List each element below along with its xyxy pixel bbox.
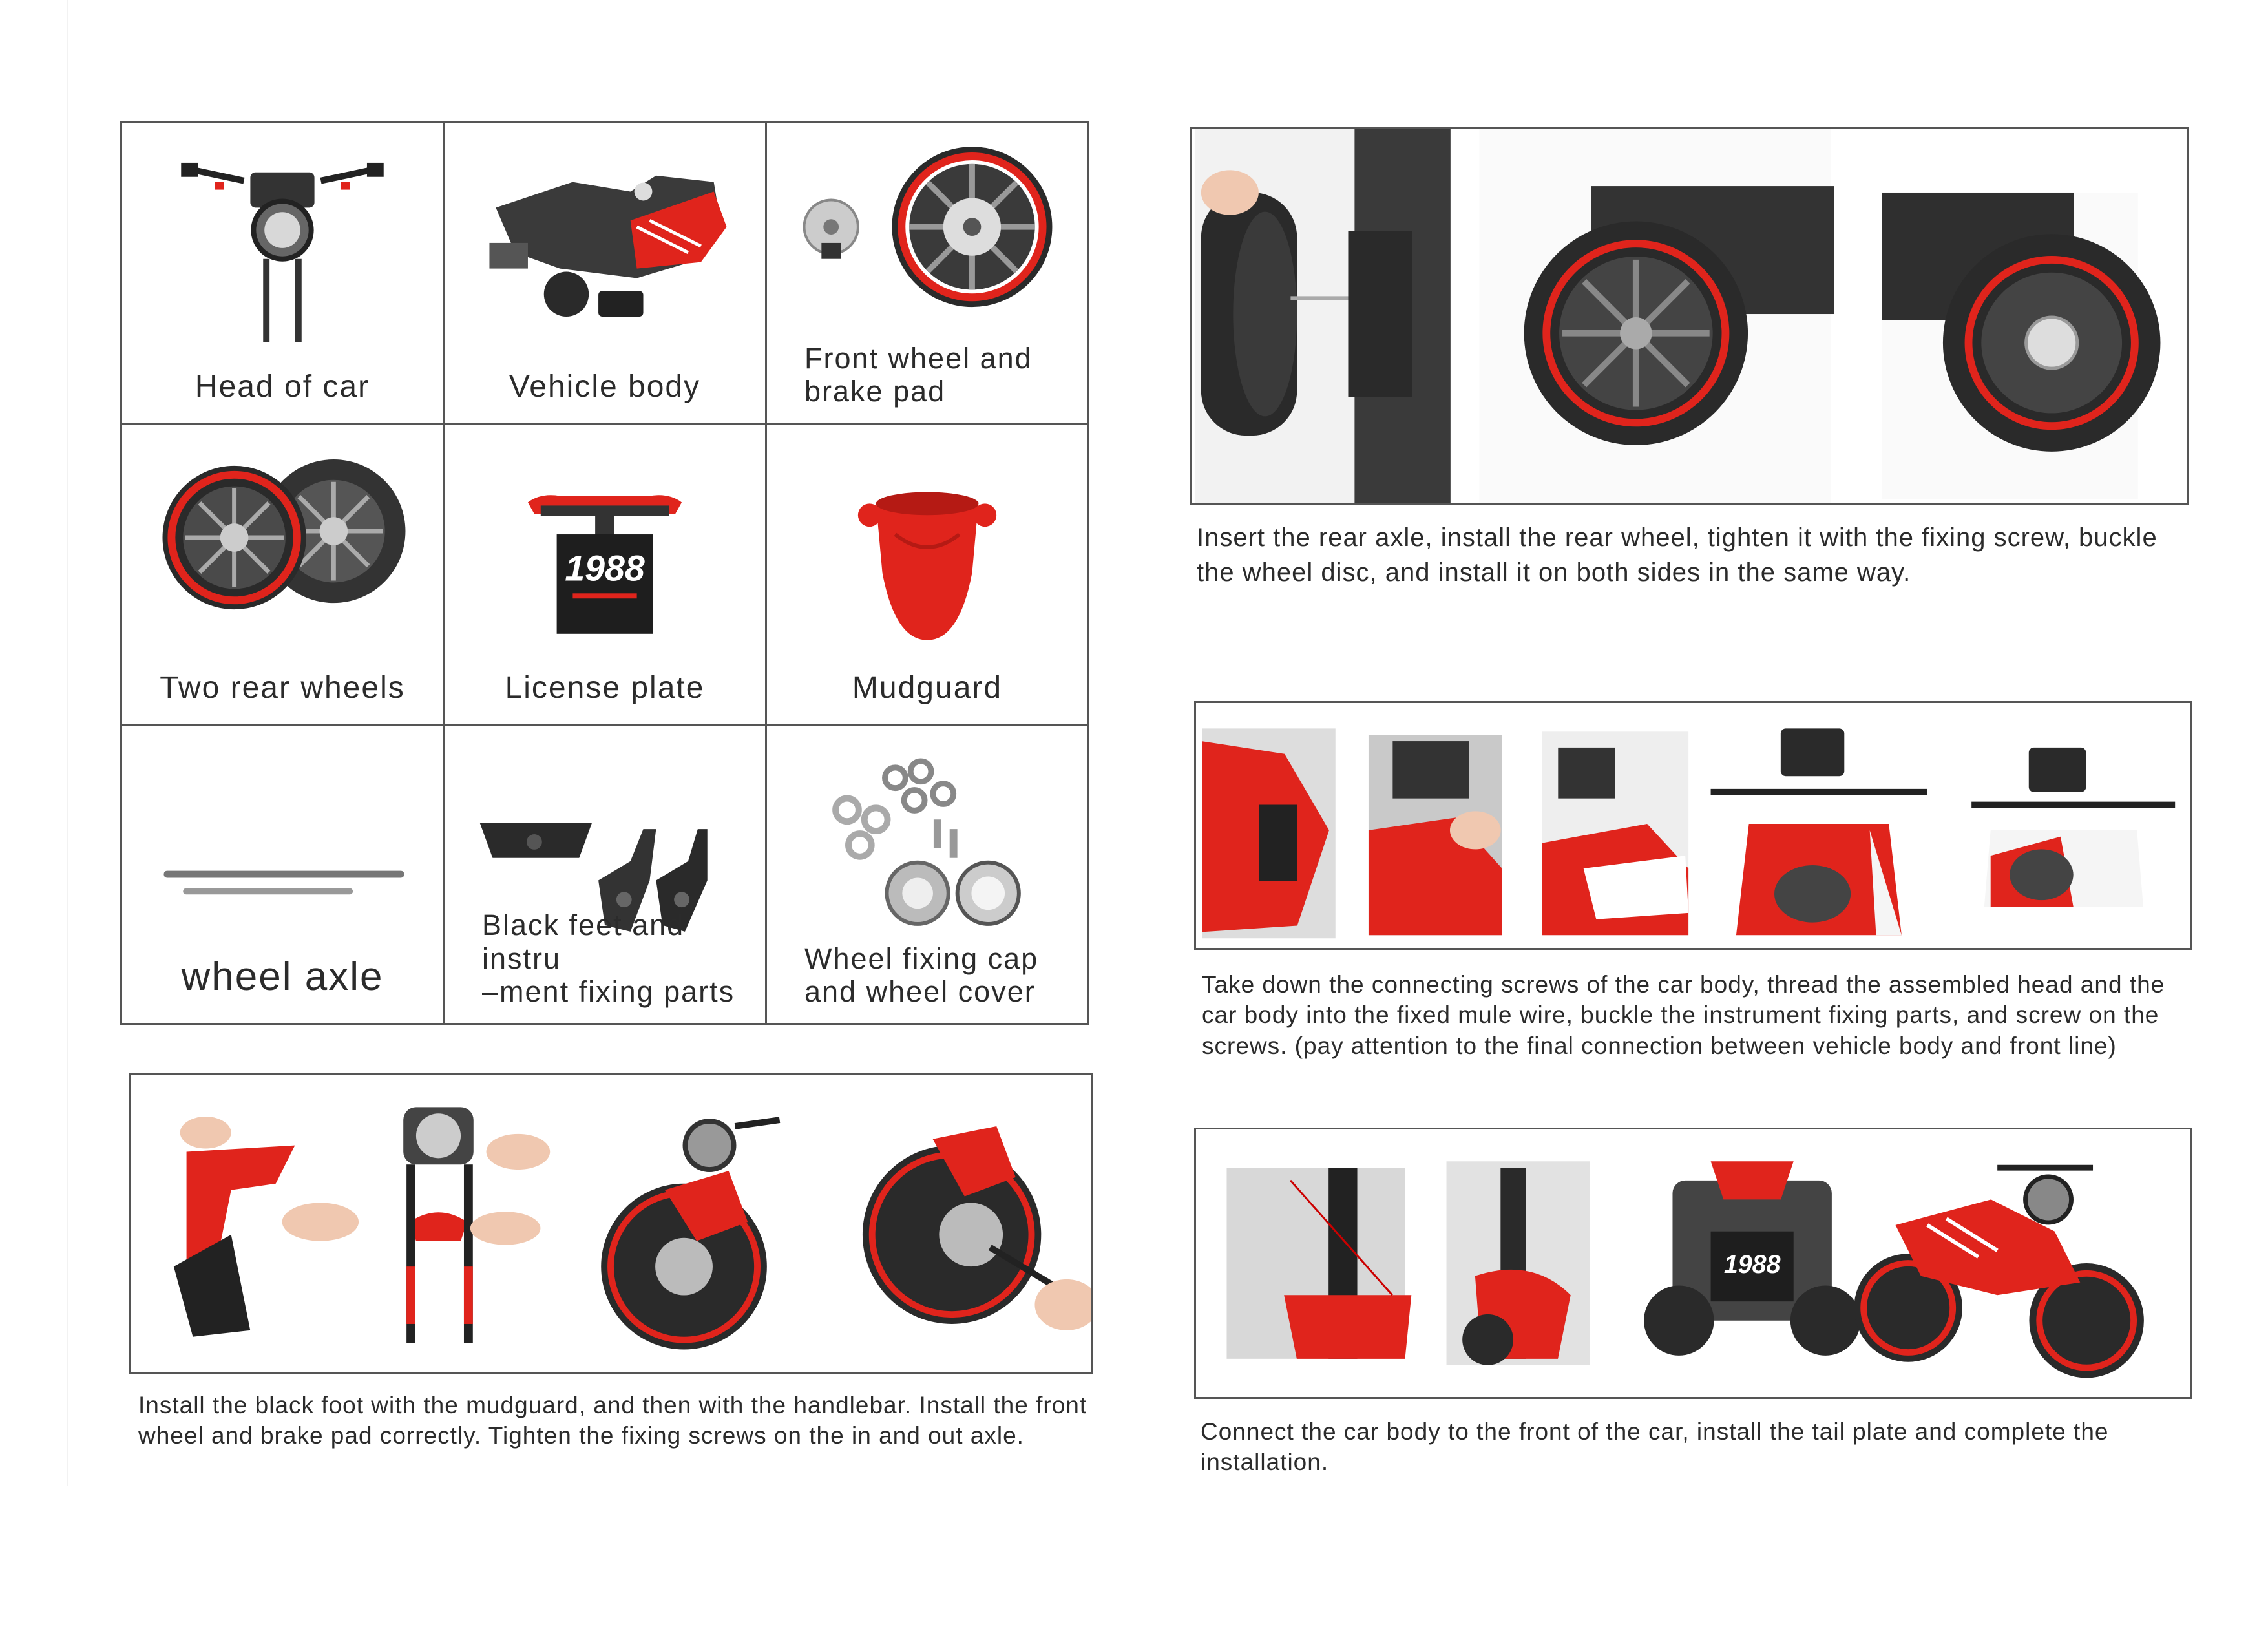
front-wheel-mount-photo <box>601 1120 779 1349</box>
tail-plate-number: 1988 <box>1723 1250 1781 1279</box>
part-cell-mudguard <box>767 425 1087 726</box>
part-cell-head <box>122 123 445 425</box>
part-cell-license-plate <box>445 425 767 726</box>
part-cell-fixing-parts <box>445 726 767 1023</box>
dashboard-side-photo <box>1971 748 2175 907</box>
rear-axle-insert-photo <box>1195 129 1451 503</box>
part-label: Mudguard <box>852 670 1003 705</box>
finish-photos <box>1194 1128 2192 1399</box>
part-label: Vehicle body <box>509 369 701 404</box>
part-cell-body <box>445 123 767 425</box>
wheel-axle-icon <box>122 732 443 945</box>
mudguard-icon <box>767 431 1087 644</box>
instrument-fixing-photo <box>1542 731 1688 935</box>
part-cell-fixing-caps <box>767 726 1087 1023</box>
rear-wheel-caption: Insert the rear axle, install the rear wheel, tighten it with the fixing screw, buckle the wheel disc, and install it on both sides in the same way. <box>1197 523 2158 587</box>
plate-number: 1988 <box>565 548 645 589</box>
part-cell-rear-wheels <box>122 425 445 726</box>
part-label: Two rear wheels <box>160 670 405 705</box>
license-plate-icon <box>445 431 765 644</box>
vehicle-body-icon <box>445 130 765 343</box>
body-screw-removal-photo <box>1202 728 1336 938</box>
handlebar-install-photo <box>403 1107 550 1343</box>
wire-joining-photo <box>1447 1161 1590 1365</box>
fixing-caps-icon <box>767 732 1087 945</box>
front-assembly-caption: Install the black foot with the mudguard, and then with the handlebar. Install the front wheel and brake pad correctly. Tighten the fixing screws on the in and out axle. <box>138 1392 1087 1449</box>
front-connection-photo <box>1226 1168 1411 1359</box>
connect-head-caption: Take down the connecting screws of the car body, thread the assembled head and the car body into the fixed mule wire, buckle the instrument fixing parts, and screw on the screws. (pay attention to the final connection between vehicle body and front line) <box>1202 971 2165 1059</box>
rear-wheels-icon <box>122 431 443 644</box>
part-label: wheel axle <box>181 954 384 999</box>
page-fold-line <box>67 0 68 1486</box>
part-label: Front wheel and brake pad <box>804 341 1033 408</box>
dashboard-front-photo <box>1711 728 1927 935</box>
completed-motorcycle-photo <box>1854 1168 2144 1378</box>
part-label: Black feet and instru –ment fixing parts <box>482 908 735 1009</box>
mudguard-install-photo <box>174 1117 359 1337</box>
tail-plate-installed-photo <box>1644 1161 1860 1356</box>
fixing-screw-photo <box>863 1126 1091 1330</box>
connect-head-photos <box>1194 701 2192 950</box>
part-label: Head of car <box>194 369 370 404</box>
part-label: License plate <box>505 670 705 705</box>
part-label: Wheel fixing cap and wheel cover <box>804 941 1039 1009</box>
part-cell-front-wheel <box>767 123 1087 425</box>
front-assembly-photos <box>129 1073 1093 1374</box>
rear-wheel-mounted-photo <box>1479 129 1834 503</box>
front-wheel-icon <box>767 130 1087 343</box>
parts-list-grid <box>120 121 1089 1025</box>
finish-caption: Connect the car body to the front of the car, install the tail plate and complete the installation. <box>1201 1418 2109 1476</box>
handlebar-head-icon <box>122 130 443 343</box>
part-cell-wheel-axle <box>122 726 445 1023</box>
wire-threading-photo <box>1369 735 1502 935</box>
wheel-cover-buckled-photo <box>1882 193 2161 499</box>
rear-wheel-photos <box>1190 127 2189 505</box>
